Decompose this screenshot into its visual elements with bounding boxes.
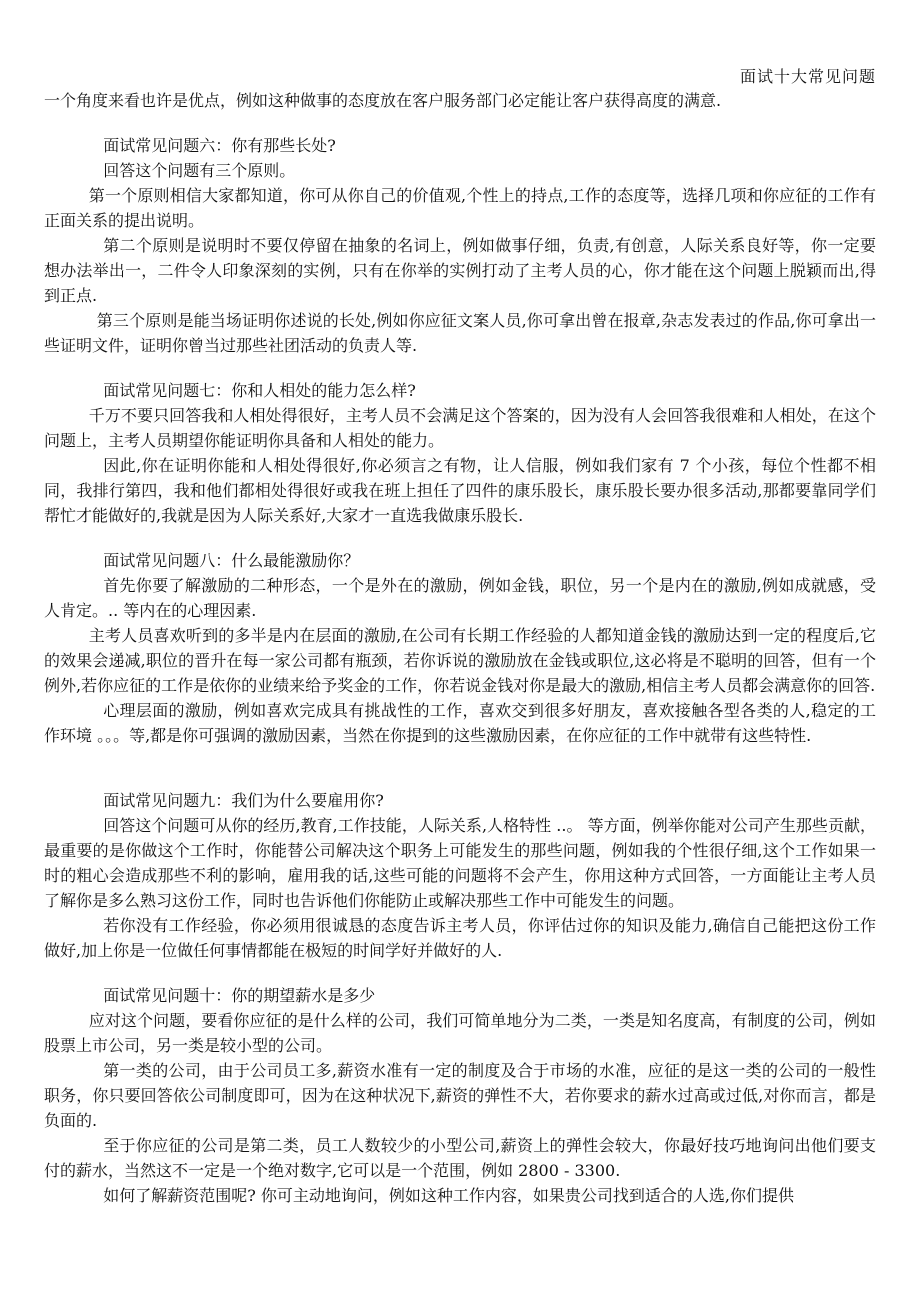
paragraph-gap xyxy=(44,528,876,548)
paragraph: 第一类的公司，由于公司员工多,薪资水准有一定的制度及合于市场的水准，应征的是这一类的公司的一般性职务，你只要回答依公司制度即可，因为在这种状况下,薪资的弹性不大，若你要求的薪水过高或过低,对你而言，都是负面的. xyxy=(44,1061,876,1130)
paragraph: 若你没有工作经验，你必须用很诚恳的态度告诉主考人员，你评估过你的知识及能力,确信自己能把这份工作做好,加上你是一位做任何事情都能在极短的时间学好并做好的人. xyxy=(44,916,876,960)
paragraph-gap xyxy=(44,113,876,133)
paragraph: 一个角度来看也许是优点，例如这种做事的态度放在客户服务部门必定能让客户获得高度的满意. xyxy=(44,91,722,110)
section-heading: 面试常见问题十：你的期望薪水是多少 xyxy=(103,986,376,1005)
document-body xyxy=(44,88,876,1208)
paragraph: 主考人员喜欢听到的多半是内在层面的激励,在公司有长期工作经验的人都知道金钱的激励达到一定的程度后,它的效果会递减,职位的晋升在每一家公司都有瓶颈，若你诉说的激励放在金钱或职位,这必将是不聪明的回答，但有一个例外,若你应征的工作是依你的业绩来给予奖金的工作，你若说金钱对你是最大的激励,相信主考人员都会满意你的回答. xyxy=(44,626,876,695)
paragraph: 第三个原则是能当场证明你述说的长处,例如你应征文案人员,你可拿出曾在报章,杂志发表过的作品,你可拿出一些证明文件，证明你曾当过那些社团活动的负责人等. xyxy=(44,311,876,355)
paragraph: 首先你要了解激励的二种形态，一个是外在的激励，例如金钱，职位，另一个是内在的激励,例如成就感，受人肯定。.. 等内在的心理因素. xyxy=(44,576,876,620)
section-heading: 面试常见问题九：我们为什么要雇用你? xyxy=(103,791,384,810)
section-heading: 面试常见问题六：你有那些长处? xyxy=(103,136,336,155)
section-heading: 面试常见问题七：你和人相处的能力怎么样? xyxy=(103,381,416,400)
paragraph-gap xyxy=(44,768,876,788)
paragraph-gap xyxy=(44,963,876,983)
paragraph: 如何了解薪资范围呢? 你可主动地询问，例如这种工作内容，如果贵公司找到适合的人选,你们提供 xyxy=(103,1186,794,1205)
paragraph: 回答这个问题有三个原则。 xyxy=(103,161,296,180)
paragraph: 心理层面的激励，例如喜欢完成具有挑战性的工作，喜欢交到很多好朋友，喜欢接触各型各类的人,稳定的工作环境 。。。等,都是你可强调的激励因素，当然在你提到的这些激励因素，在你应征的工作中就带有这些特性. xyxy=(44,701,876,745)
paragraph: 应对这个问题，要看你应征的是什么样的公司，我们可简单地分为二类，一类是知名度高，有制度的公司，例如股票上市公司，另一类是较小型的公司。 xyxy=(44,1011,876,1055)
page-header: 面试十大常见问题 xyxy=(739,67,876,86)
paragraph: 第二个原则是说明时不要仅停留在抽象的名词上，例如做事仔细，负责,有创意，人际关系良好等，你一定要想办法举出一，二件令人印象深刻的实例，只有在你举的实例打动了主考人员的心，你才能在这个问题上脱颖而出,得到正点. xyxy=(44,236,876,305)
paragraph-gap xyxy=(44,748,876,768)
paragraph: 因此,你在证明你能和人相处得很好,你必须言之有物，让人信服，例如我们家有 7 个小孩，每位个性都不相同，我排行第四，我和他们都相处得很好或我在班上担任了四件的康乐股长，康乐股长要办很多活动,那都要靠同学们帮忙才能做好的,我就是因为人际关系好,大家才一直选我做康乐股长. xyxy=(44,456,876,525)
paragraph-gap xyxy=(44,358,876,378)
paragraph: 第一个原则相信大家都知道，你可从你自己的价值观,个性上的持点,工作的态度等，选择几项和你应征的工作有正面关系的提出说明。 xyxy=(44,186,876,230)
paragraph: 千万不要只回答我和人相处得很好，主考人员不会满足这个答案的，因为没有人会回答我很难和人相处，在这个问题上，主考人员期望你能证明你具备和人相处的能力。 xyxy=(44,406,876,450)
paragraph: 回答这个问题可从你的经历,教育,工作技能，人际关系,人格特性 ..。 等方面，例举你能对公司产生那些贡献，最重要的是你做这个工作时，你能替公司解决这个职务上可能发生的那些问题，例如我的个性很仔细,这个工作如果一时的粗心会造成那些不利的影响，雇用我的话,这些可能的问题将不会产生，你用这种方式回答，一方面能让主考人员了解你是多么熟习这份工作，同时也告诉他们你能防止或解决那些工作中可能发生的问题。 xyxy=(44,816,876,910)
paragraph: 至于你应征的公司是第二类，员工人数较少的小型公司,薪资上的弹性会较大，你最好技巧地询问出他们要支付的薪水，当然这不一定是一个绝对数字,它可以是一个范围，例如 2800 - 3300. xyxy=(44,1136,876,1180)
section-heading: 面试常见问题八：什么最能激励你？ xyxy=(103,551,360,570)
